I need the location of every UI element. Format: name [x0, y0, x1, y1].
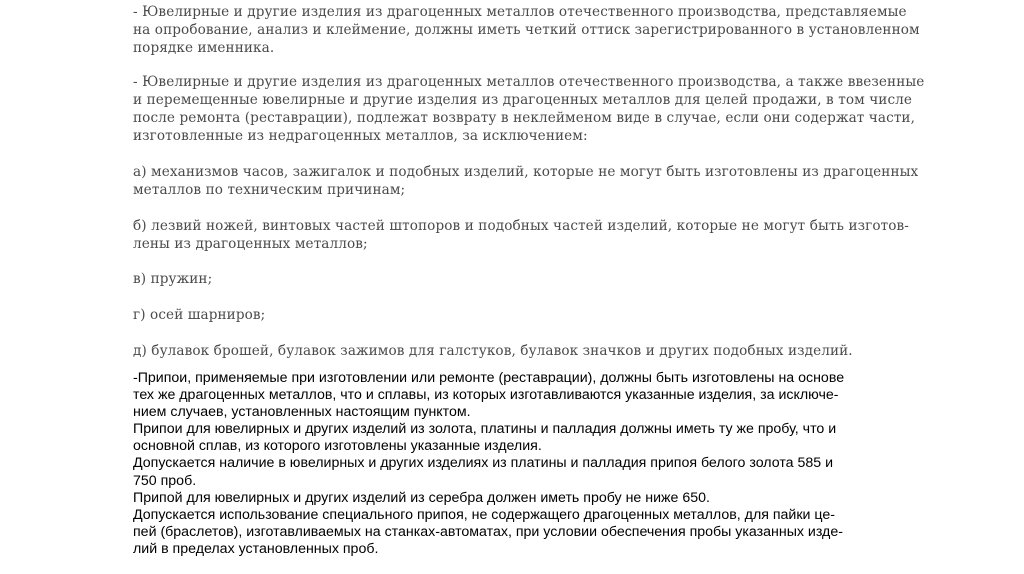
text-line: Припой для ювелирных и других изделий из серебра должен иметь пробу не ниже 650.: [133, 489, 710, 506]
list-item-g: [133, 306, 265, 324]
list-item-d: [133, 342, 853, 360]
text-line: Допускается использование специального припоя, не содержащего драгоценных металлов, для пайки це-: [133, 506, 836, 523]
text-line: - Ювелирные и другие изделия из драгоценных металлов отечественного производства, а также ввезенные: [133, 74, 925, 90]
text-line: основной сплав, из которого изготовлены указанные изделия.: [133, 438, 542, 455]
list-item-v: [133, 270, 212, 288]
text-line: лены из драгоценных металлов;: [133, 236, 368, 252]
text-line: порядке именника.: [133, 40, 275, 56]
text-line: д) булавок брошей, булавок зажимов для галстуков, булавок значков и других подобных изделий.: [133, 343, 853, 359]
text-line: тех же драгоценных металлов, что и сплавы, из которых изготавливаются указанные изделия, за исключе-: [133, 387, 839, 404]
solder-requirements-text: [133, 370, 893, 558]
text-line: в) пружин;: [133, 271, 213, 287]
text-line: металлов по техническим причинам;: [133, 182, 406, 198]
paragraph-hallmark-requirement: [133, 3, 920, 57]
text-line: лий в пределах установленных проб.: [133, 540, 379, 557]
text-line: изготовленные из недрагоценных металлов, за исключением:: [133, 128, 588, 144]
text-line: г) осей шарниров;: [133, 307, 266, 323]
text-line: Допускается наличие в ювелирных и других изделиях из платины и палладия припоя белого золота 585 и: [133, 455, 834, 472]
text-line: - Ювелирные и другие изделия из драгоценных металлов отечественного производства, представляемые: [133, 4, 907, 20]
paragraph-return-unhallmarked: [133, 73, 924, 145]
text-line: после ремонта (реставрации), подлежат возврату в неклейменом виде в случае, если они содержат части,: [133, 110, 916, 126]
text-line: нием случаев, установленных настоящим пунктом.: [133, 404, 471, 421]
text-line: и перемещенные ювелирные и другие изделия из драгоценных металлов для целей продажи, в том числе: [133, 92, 913, 108]
text-line: а) механизмов часов, зажигалок и подобных изделий, которые не могут быть изготовлены из драгоценных: [133, 164, 919, 180]
list-item-b: [133, 217, 909, 253]
text-line: -Припои, применяемые при изготовлении или ремонте (реставрации), должны быть изготовлены на основе: [133, 370, 845, 386]
list-item-a: [133, 163, 918, 199]
text-line: б) лезвий ножей, винтовых частей штопоров и подобных частей изделий, которые не могут быть изготов-: [133, 218, 909, 234]
text-line: пей (браслетов), изготавливаемых на станках-автоматах, при условии обеспечения пробы указанных изде-: [133, 523, 843, 540]
text-line: на опробование, анализ и клеймение, должны иметь четкий оттиск зарегистрированного в установленном: [133, 22, 920, 38]
text-line: Припои для ювелирных и других изделий из золота, платины и палладия должны иметь ту же пробу, что и: [133, 421, 837, 438]
text-line: 750 проб.: [133, 472, 197, 489]
